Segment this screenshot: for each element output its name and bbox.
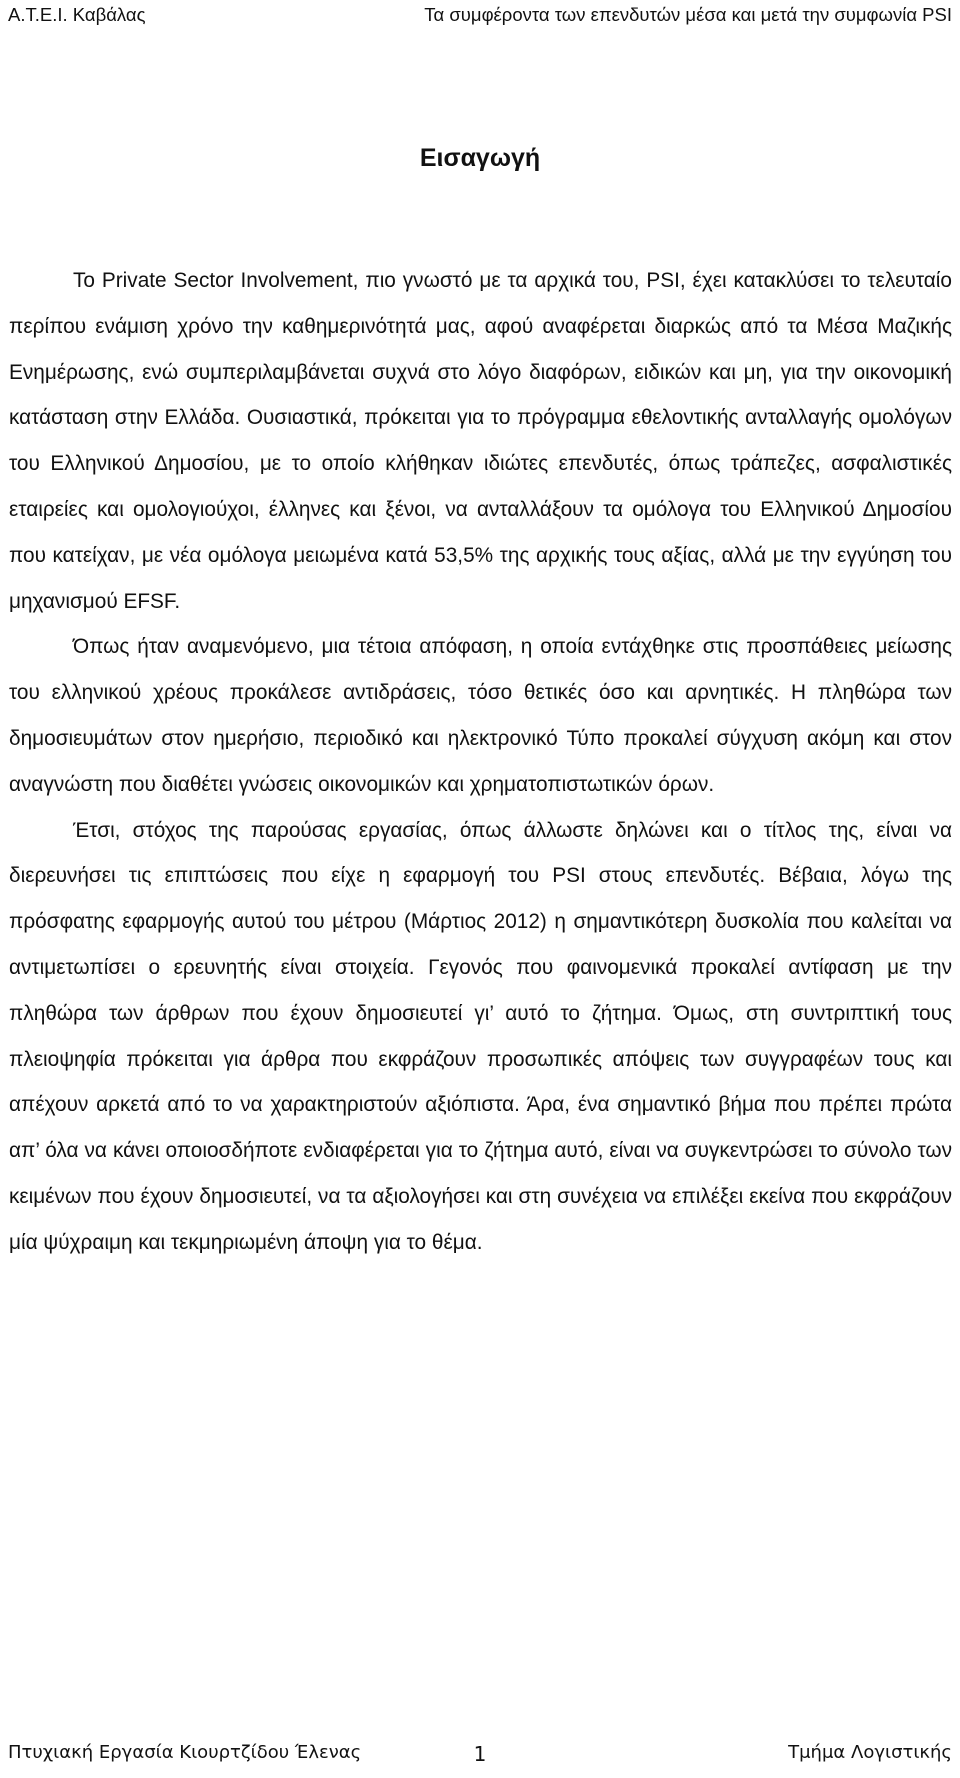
page-number: 1	[473, 1742, 487, 1766]
paragraph-2: Όπως ήταν αναμενόμενο, μια τέτοια απόφαση, η οποία εντάχθηκε στις προσπάθειες μείωσης του ελληνικού χρέους προκάλεσε αντιδράσεις, τόσο θετικές όσο και αρνητικές. Η πληθώρα των δημοσιευμάτων στον ημερήσιο, περιοδικό και ηλεκτρονικό Τύπο προκαλεί σύγχυση ακόμη και στον αναγνώστη που διαθέτει γνώσεις οικονομικών και χρηματοπιστωτικών όρων.	[9, 635, 952, 796]
paragraph-1: Το Private Sector Involvement, πιο γνωστό με τα αρχικά του, PSI, έχει κατακλύσει το τελευταίο περίπου ενάμιση χρόνο την καθημερινότητά μας, αφού αναφέρεται διαρκώς από τα Μέσα Μαζικής Ενημέρωσης, ενώ συμπεριλαμβάνεται συχνά στο λόγο διαφόρων, ειδικών και μη, για την οικονομική κατάσταση στην Ελλάδα. Ουσιαστικά, πρόκειται για το πρόγραμμα εθελοντικής ανταλλαγής ομολόγων του Ελληνικού Δημοσίου, με το οποίο κλήθηκαν ιδιώτες επενδυτές, όπως τράπεζες, ασφαλιστικές εταιρείες και ομολογιούχοι, έλληνες και ξένοι, να ανταλλάξουν τα ομόλογα του Ελληνικού Δημοσίου που κατείχαν, με νέα ομόλογα μειωμένα κατά 53,5% της αρχικής τους αξίας, αλλά με την εγγύηση του μηχανισμού EFSF.	[9, 269, 952, 613]
body-text	[9, 258, 952, 1266]
running-footer	[8, 1742, 952, 1772]
footer-department: Τμήμα Λογιστικής	[788, 1742, 952, 1763]
running-header	[8, 4, 952, 32]
header-document-title: Τα συμφέροντα των επενδυτών μέσα και μετά την συμφωνία PSI	[424, 4, 952, 25]
footer-author: Πτυχιακή Εργασία Κιουρτζίδου Έλενας	[8, 1742, 362, 1763]
header-institution: Α.Τ.Ε.Ι. Καβάλας	[8, 4, 146, 25]
chapter-title: Εισαγωγή	[419, 144, 541, 172]
paragraph-3: Έτσι, στόχος της παρούσας εργασίας, όπως άλλωστε δηλώνει και ο τίτλος της, είναι να διερευνήσει τις επιπτώσεις που είχε η εφαρμογή του PSI στους επενδυτές. Βέβαια, λόγω της πρόσφατης εφαρμογής αυτού του μέτρου (Μάρτιος 2012) η σημαντικότερη δυσκολία που καλείται να αντιμετωπίσει ο ερευνητής είναι στοιχεία. Γεγονός που φαινομενικά προκαλεί αντίφαση με την πληθώρα των άρθρων που έχουν δημοσιευτεί γι’ αυτό το ζήτημα. Όμως, στη συντριπτική τους πλειοψηφία πρόκειται για άρθρα που εκφράζουν προσωπικές απόψεις των συγγραφέων τους και απέχουν αρκετά από το να χαρακτηριστούν αξιόπιστα. Άρα, ένα σημαντικό βήμα που πρέπει πρώτα απ’ όλα να κάνει οποιοσδήποτε ενδιαφέρεται για το ζήτημα αυτό, είναι να συγκεντρώσει το σύνολο των κειμένων που έχουν δημοσιευτεί, να τα αξιολογήσει και στη συνέχεια να επιλέξει εκείνα που εκφράζουν μία ψύχραιμη και τεκμηριωμένη άποψη για το θέμα.	[9, 818, 952, 1254]
